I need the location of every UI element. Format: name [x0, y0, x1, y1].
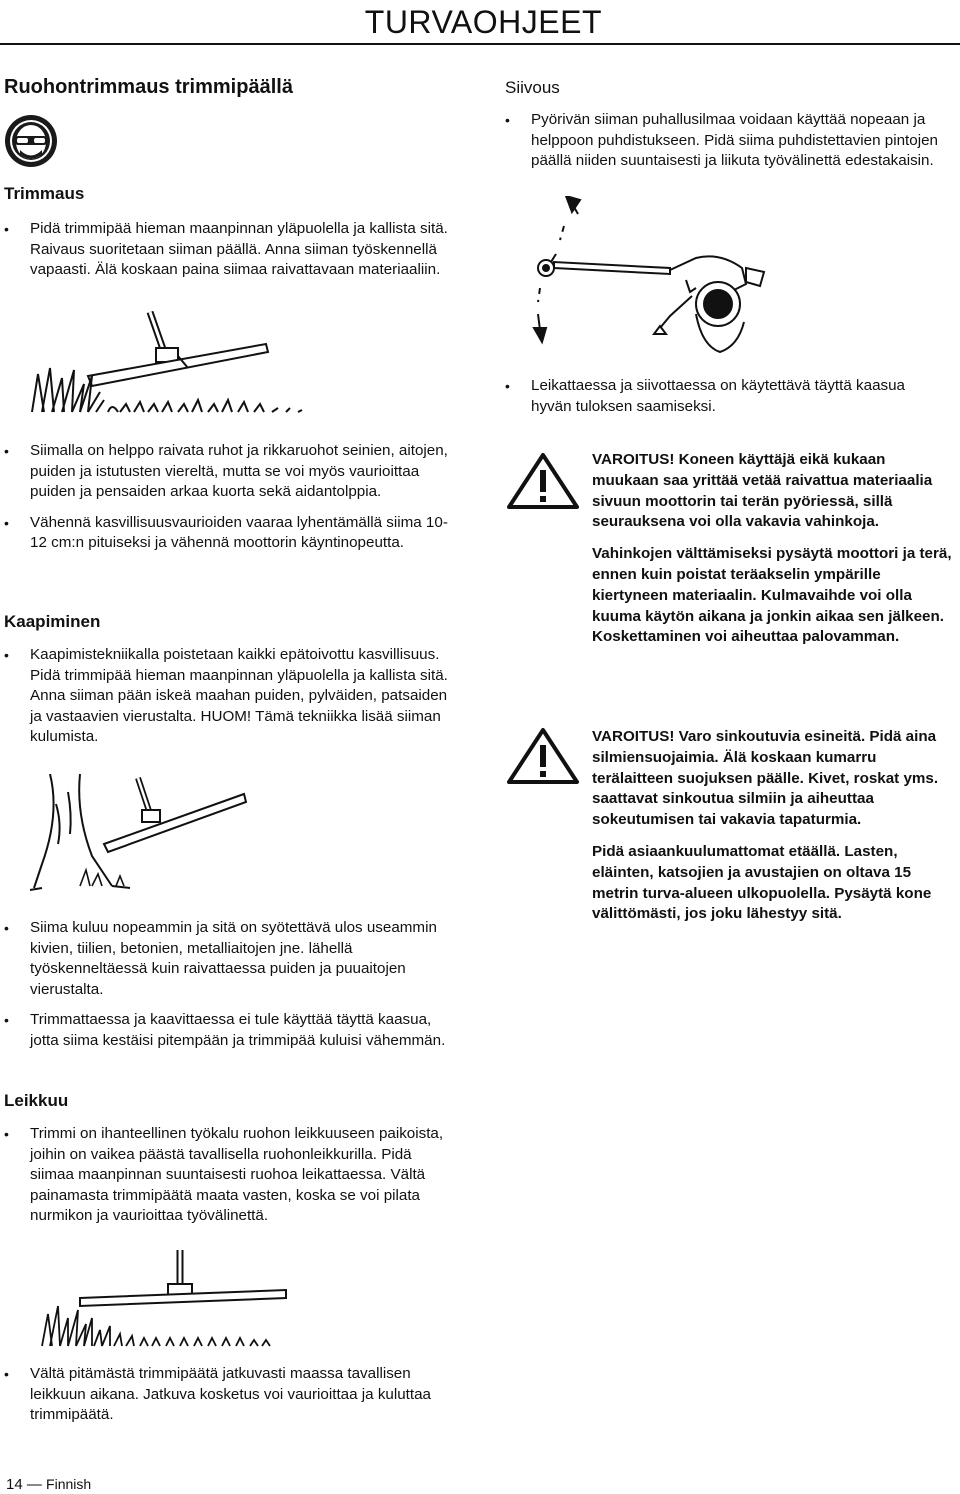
list-item: • Trimmi on ihanteellinen työkalu ruohon leikkuuseen paikoista, joihin on vaikea päästä tavallisella ruohonleikkurilla. Pidä siimaa maanpinnan suuntaisesti ruohoa leikattaessa. Vältä painamasta trimmipäätä maata vasten, koska se voi pilata nurmikon ja vaurioittaa työvälinettä. — [4, 1124, 450, 1227]
warning-paragraph: VAROITUS! Varo sinkoutuvia esineitä. Pidä aina silmiensuojaimia. Älä koskaan kumarru terälaitteen suojuksen päälle. Kivet, roskat yms. saattavat sinkoutua silmiin ja aiheuttaa sokeutumisen tai vakavia tapaturmia. — [592, 728, 939, 829]
siivous-list — [505, 110, 945, 172]
warning-triangle-icon — [506, 452, 580, 510]
warning-paragraph: Vahinkojen välttämiseksi pysäytä moottori ja terä, ennen kuin poistat teräakselin ympärille kiertyneen materiaalin. Kulmavaihde voi olla kuuma käytön aikana ja jonkin aikaa sen jälkeen. Koskettaminen voi aiheuttaa palovamman. — [592, 545, 952, 646]
list-item: • Vältä pitämästä trimmipäätä jatkuvasti maassa tavallisen leikkuun aikana. Jatkuva kosketus voi vaurioittaa ja kuluttaa trimmipäätä. — [4, 1364, 450, 1426]
heading-siivous: Siivous — [505, 78, 560, 97]
heading-trimmaus: Trimmaus — [4, 184, 85, 203]
list-item: • Pidä trimmipää hieman maanpinnan yläpuolella ja kallista sitä. Raivaus suoritetaan siiman päällä. Anna siiman työskennellä vapaasti. Älä koskaan paina siimaa raivattavaan materiaaliin. — [4, 219, 450, 281]
list-item: • Kaapimistekniikalla poistetaan kaikki epätoivottu kasvillisuus. Pidä trimmipää hieman maanpinnan yläpuolella ja kallista sitä. Anna siiman pään iskeä maahan puiden, pylväiden, patsaiden ja vastaavien vierustalta. HUOM! Tämä tekniikka lisää siiman kulumista. — [4, 645, 450, 748]
section-title: Ruohontrimmaus trimmipäällä — [4, 76, 293, 98]
eye-protection-icon — [4, 114, 58, 168]
trimming-notes-list — [4, 441, 450, 554]
full-throttle-list — [505, 376, 945, 417]
cutting-illustration — [40, 1250, 290, 1350]
list-item: • Siimalla on helppo raivata ruhot ja rikkaruohot seinien, aitojen, puiden ja istutusten viereltä, mutta se voi myös vaurioittaa puiden ja pensaiden arkaa kuorta sekä aidantolppia. — [4, 441, 450, 503]
sweeping-illustration — [520, 196, 770, 360]
trimmaus-list — [4, 219, 450, 281]
warning-paragraph: VAROITUS! Koneen käyttäjä eikä kukaan muukaan saa yrittää vetää raivattua materiaalia sivuun moottorin tai terän pyöriessä, sillä seurauksena voi olla vakavia vahinkoja. — [592, 451, 933, 531]
footer-language: Finnish — [46, 1476, 92, 1492]
wear-notes-list — [4, 918, 450, 1051]
heading-leikkuu: Leikkuu — [4, 1091, 69, 1110]
list-item: • Vähennä kasvillisuusvaurioiden vaaraa lyhentämällä siima 10-12 cm:n pituiseksi ja vähennä moottorin käyntinopeutta. — [4, 513, 450, 554]
list-item: • Pyörivän siiman puhallusilmaa voidaan käyttää nopeaan ja helppoon puhdistukseen. Pidä siima puhdistettavien pintojen päällä niiden suuntaisesti ja liikuta työvälinettä edestakaisin. — [505, 110, 945, 172]
heading-kaapiminen: Kaapiminen — [4, 612, 101, 631]
page-number: 14 — [6, 1476, 23, 1493]
warning-triangle-icon — [506, 727, 580, 785]
final-note-list — [4, 1364, 450, 1426]
footer-dash: — — [26, 1476, 42, 1493]
warning-block-2 — [592, 727, 952, 925]
list-item: • Siima kuluu nopeammin ja sitä on syötettävä ulos useammin kivien, tiilien, betonien, metalliaitojen jne. lähellä työskenneltäessä kuin raivattaessa puiden ja puuaitojen vierustalta. — [4, 918, 450, 1000]
page-footer — [6, 1476, 91, 1493]
warning-block-1 — [592, 450, 952, 648]
list-item: • Leikattaessa ja siivottaessa on käytettävä täyttä kaasua hyvän tuloksen saamiseksi. — [505, 376, 945, 417]
warning-paragraph: Pidä asiaankuulumattomat etäällä. Lasten, eläinten, katsojien ja avustajien on oltava 15 metrin turva-alueen ulkopuolella. Pysäytä kone välittömästi, jos joku lähestyy sitä. — [592, 842, 932, 923]
trimming-illustration — [28, 304, 308, 420]
scraping-illustration — [20, 774, 260, 892]
leikkuu-list — [4, 1124, 450, 1227]
kaapiminen-list — [4, 645, 450, 748]
header-rule — [0, 43, 960, 45]
list-item: • Trimmattaessa ja kaavittaessa ei tule käyttää täyttä kaasua, jotta siima kestäisi pitempään ja trimmipää kuluisi vähemmän. — [4, 1010, 450, 1051]
page-title: TURVAOHJEET — [364, 4, 602, 40]
